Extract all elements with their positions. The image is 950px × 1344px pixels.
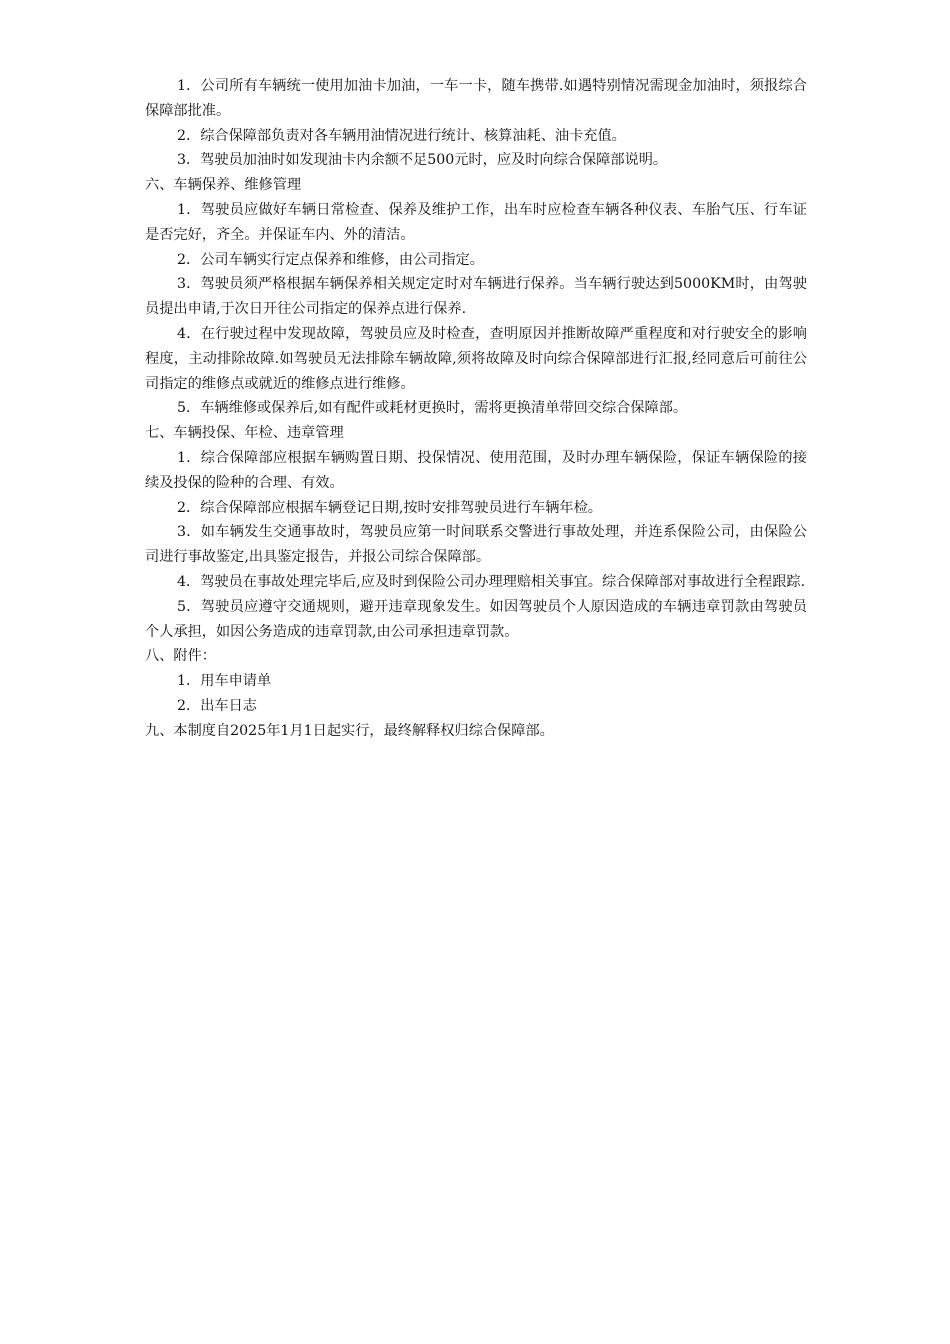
- paragraph-maintenance-2: 2．公司车辆实行定点保养和维修，由公司指定。: [177, 251, 484, 268]
- section-heading-insurance: 七、车辆投保、年检、违章管理: [145, 425, 344, 442]
- attachment-item-1: 1．用车申请单: [177, 673, 272, 690]
- paragraph-insurance-5: 5．驾驶员应遵守交通规则，避开违章现象发生。如因驾驶员个人原因造成的车辆违章罚款由驾驶员个人承担，如因公务造成的违章罚款,由公司承担违章罚款。: [145, 598, 807, 640]
- document-page: [145, 74, 807, 744]
- attachment-item-2: 2．出车日志: [177, 697, 257, 714]
- paragraph-insurance-2: 2．综合保障部应根据车辆登记日期,按时安排驾驶员进行车辆年检。: [177, 499, 602, 516]
- paragraph-fuel-card-3: 3．驾驶员加油时如发现油卡内余额不足500元时，应及时向综合保障部说明。: [177, 152, 668, 169]
- section-heading-maintenance: 六、车辆保养、维修管理: [145, 177, 302, 194]
- paragraph-fuel-card-1: 1．公司所有车辆统一使用加油卡加油，一车一卡，随车携带.如遇特别情况需现金加油时，须报综合保障部批准。: [145, 78, 807, 119]
- paragraph-insurance-4: 4．驾驶员在事故处理完毕后,应及时到保险公司办理理赔相关事宜。综合保障部对事故进行全程跟踪.: [177, 573, 806, 590]
- paragraph-insurance-1: 1．综合保障部应根据车辆购置日期、投保情况、使用范围，及时办理车辆保险，保证车辆保险的接续及投保的险种的合理、有效。: [145, 449, 807, 491]
- paragraph-maintenance-1: 1．驾驶员应做好车辆日常检查、保养及维护工作，出车时应检查车辆各种仪表、车胎气压、行车证是否完好，齐全。并保证车内、外的清洁。: [145, 201, 807, 243]
- paragraph-insurance-3: 3．如车辆发生交通事故时，驾驶员应第一时间联系交警进行事故处理，并连系保险公司，由保险公司进行事故鉴定,出具鉴定报告，并报公司综合保障部。: [145, 524, 807, 566]
- paragraph-maintenance-4: 4．在行驶过程中发现故障，驾驶员应及时检查，查明原因并推断故障严重程度和对行驶安全的影响程度，主动排除故障.如驾驶员无法排除车辆故障,须将故障及时向综合保障部进行汇报,经同意后可前往公司指定的维修点或就近的维修点进行维修。: [145, 325, 807, 392]
- paragraph-maintenance-5: 5．车辆维修或保养后,如有配件或耗材更换时，需将更换清单带回交综合保障部。: [177, 400, 688, 417]
- section-heading-attachments: 八、附件：: [145, 648, 216, 665]
- paragraph-maintenance-3: 3．驾驶员须严格根据车辆保养相关规定定时对车辆进行保养。当车辆行驶达到5000KM时，由驾驶员提出申请,于次日开往公司指定的保养点进行保养.: [145, 276, 807, 318]
- paragraph-fuel-card-2: 2．综合保障部负责对各车辆用油情况进行统计、核算油耗、油卡充值。: [177, 127, 626, 144]
- section-heading-effective-date: 九、本制度自2025年1月1日起实行，最终解释权归综合保障部。: [145, 722, 554, 739]
